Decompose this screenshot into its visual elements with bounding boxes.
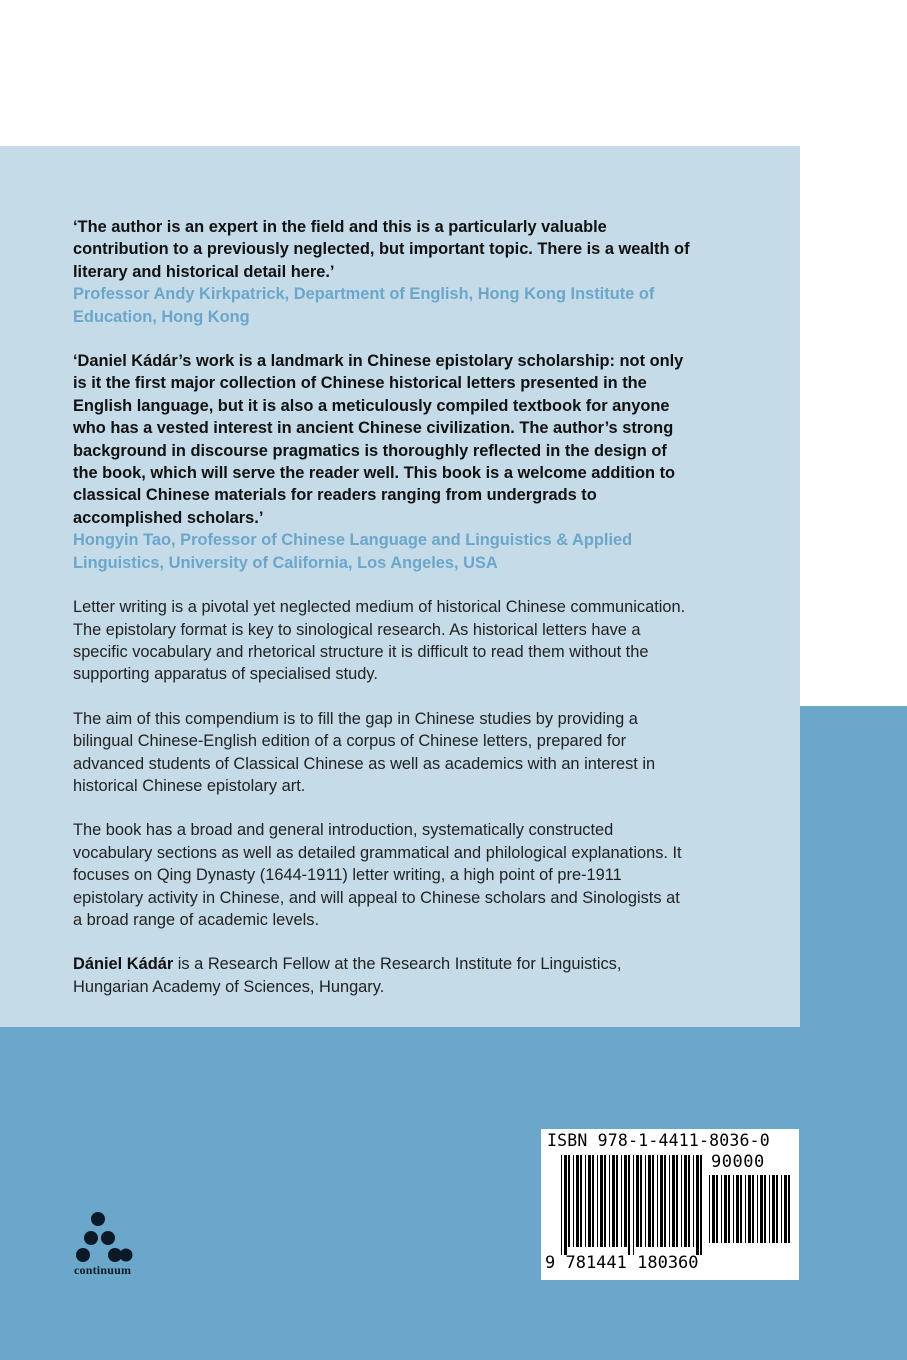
barcode-bar [688, 1155, 690, 1247]
barcode-bar [712, 1175, 715, 1243]
barcode-bar [760, 1175, 763, 1243]
barcode-bar [745, 1175, 746, 1243]
author-name: Dániel Kádár [73, 955, 174, 974]
barcode-bar [612, 1155, 615, 1247]
endorsement-attribution: Professor Andy Kirkpatrick, Department of English, Hong Kong Institute of Education, Hong Kong [73, 285, 655, 326]
barcode-bar [621, 1155, 622, 1247]
blurb-content [73, 216, 693, 1020]
barcode-bar [604, 1155, 606, 1247]
barcode-bar [684, 1155, 687, 1247]
barcode-bar [724, 1175, 727, 1243]
barcode-bar [681, 1155, 682, 1247]
barcode-bar [764, 1175, 766, 1243]
barcode-bar [648, 1155, 651, 1247]
barcode-bar [597, 1155, 598, 1247]
barcode-bar [733, 1175, 734, 1243]
description-paragraph: The book has a broad and general introduction, systematically constructed vocabulary sections as well as detailed grammatical and philological explanations. It focuses on Qing Dynasty (1644-1911) letter writing, a high point of pre-1911 epistolary activity in Chinese, and will appeal to Chinese scholars and Sinologists at a broad range of academic levels. [73, 821, 682, 929]
barcode-bar [676, 1155, 678, 1247]
ean-digits: 9 781441 180360 [545, 1253, 699, 1273]
endorsement-2 [73, 350, 693, 574]
barcode-bar [752, 1175, 754, 1243]
barcode-bar [696, 1155, 699, 1255]
publisher-name: continuum [74, 1263, 132, 1277]
barcode-bar [781, 1175, 782, 1243]
barcode-bar [592, 1155, 594, 1247]
price-code: 90000 [711, 1152, 765, 1172]
endorsement-1 [73, 216, 693, 328]
barcode-bar [700, 1155, 702, 1255]
barcode-bar [580, 1155, 582, 1247]
barcode-bar [645, 1155, 646, 1247]
barcode-bar [664, 1155, 666, 1247]
barcode-bar [568, 1155, 570, 1247]
description-paragraph: The aim of this compendium is to fill the gap in Chinese studies by providing a bilingual Chinese-English edition of a corpus of Chinese letters, prepared for advanced students of Classical Chinese as well as academics with an interest in historical Chinese epistolary art. [73, 709, 656, 795]
addon-barcode-bars [709, 1175, 795, 1251]
barcode-bar [624, 1155, 627, 1247]
barcode-bar [769, 1175, 770, 1243]
description-paragraph: Letter writing is a pivotal yet neglected medium of historical Chinese communication. The epistolary format is key to sinological research. As historical letters have a specific vocabulary and rhetorical structure it is difficult to read them without the supporting apparatus of specialised study. [73, 598, 686, 684]
barcode-bar [788, 1175, 790, 1243]
barcode-bar [657, 1155, 658, 1247]
barcode-bar [616, 1155, 618, 1247]
barcode-bar [709, 1175, 710, 1243]
barcode-bar [561, 1155, 562, 1255]
barcode-bar [757, 1175, 758, 1243]
barcode-bar [600, 1155, 603, 1247]
endorsement-attribution: Hongyin Tao, Professor of Chinese Language and Linguistics & Applied Linguistics, University of California, Los Angeles, USA [73, 531, 633, 572]
barcode-bar [672, 1155, 675, 1247]
barcode-bar [776, 1175, 778, 1243]
barcode-bar [640, 1155, 642, 1247]
isbn-barcode [541, 1129, 799, 1280]
endorsement-quote: ‘Daniel Kádár’s work is a landmark in Chinese epistolary scholarship: not only is it the first major collection of Chinese historical letters presented in the English language, but it is also a meticulously compiled textbook for anyone who has a vested interest in ancient Chinese civilization. The author’s strong background in discourse pragmatics is thoroughly reflected in the design of the book, which will serve the reader well. This book is a welcome addition to classical Chinese materials for readers ranging from undergrads to accomplished scholars.’ [73, 352, 684, 527]
barcode-bar [660, 1155, 663, 1247]
barcode-bar [772, 1175, 775, 1243]
barcode-bar [728, 1175, 730, 1243]
endorsement-quote: ‘The author is an expert in the field and this is a particularly valuable contribution to a previously neglected, but important topic. There is a wealth of literary and historical detail here.’ [73, 218, 690, 281]
barcode-bar [721, 1175, 722, 1243]
barcode-bar [636, 1155, 639, 1247]
barcode-bar [585, 1155, 586, 1247]
barcode-bar [669, 1155, 670, 1247]
barcode-bar [716, 1175, 718, 1243]
barcode-bar [609, 1155, 610, 1247]
barcode-bar [576, 1155, 579, 1247]
barcode-bar [748, 1175, 751, 1243]
isbn-number: ISBN 978-1-4411-8036-0 [547, 1131, 770, 1150]
barcode-bar [628, 1155, 630, 1255]
author-bio [73, 953, 693, 998]
ean-barcode-bars [561, 1155, 707, 1255]
barcode-bar [573, 1155, 574, 1247]
barcode-bar [652, 1155, 654, 1247]
author-bio-text: is a Research Fellow at the Research Institute for Linguistics, Hungarian Academy of Sciences, Hungary. [73, 955, 622, 996]
barcode-bar [736, 1175, 739, 1243]
barcode-bar [784, 1175, 787, 1243]
barcode-bar [740, 1175, 742, 1243]
barcode-bar [633, 1155, 634, 1255]
barcode-bar [588, 1155, 591, 1247]
barcode-bar [693, 1155, 694, 1247]
barcode-bar [564, 1155, 567, 1255]
